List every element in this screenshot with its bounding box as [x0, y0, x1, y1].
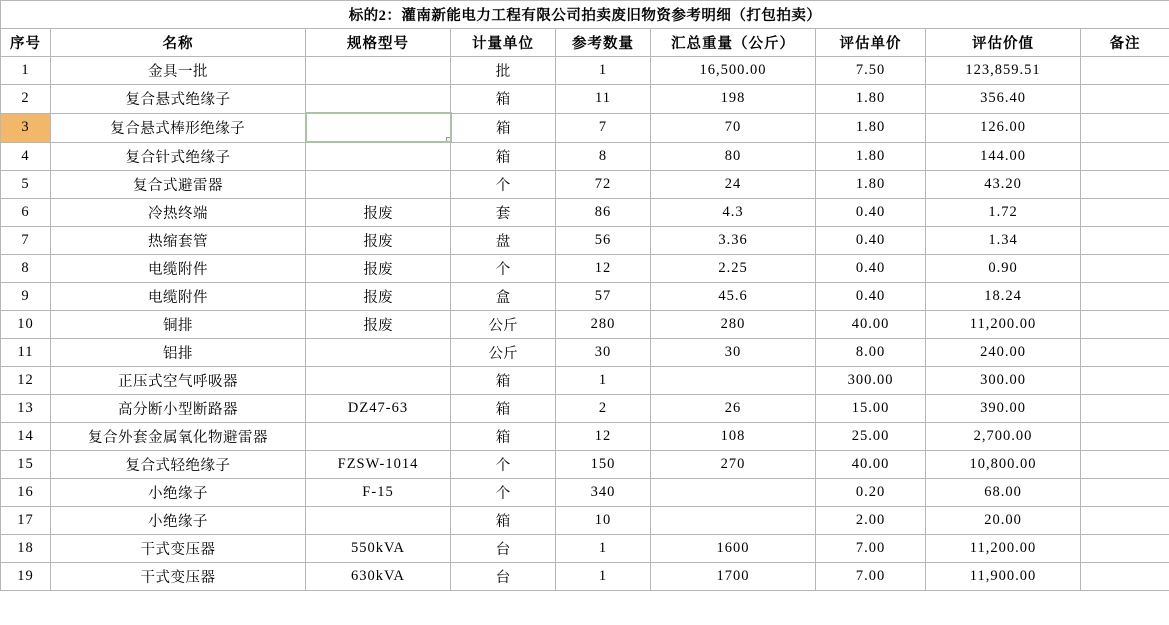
cell-remark[interactable] — [1081, 227, 1169, 255]
table-row[interactable] — [1, 339, 1169, 367]
cell-name[interactable]: 干式变压器 — [51, 563, 306, 591]
cell-no[interactable]: 3 — [1, 113, 51, 142]
cell-unit[interactable]: 箱 — [451, 507, 556, 535]
cell-qty[interactable]: 280 — [556, 311, 651, 339]
table-row[interactable] — [1, 57, 1169, 85]
cell-weight[interactable]: 80 — [651, 142, 816, 171]
table-row[interactable] — [1, 171, 1169, 199]
cell-unit[interactable]: 盒 — [451, 283, 556, 311]
cell-no[interactable]: 7 — [1, 227, 51, 255]
cell-spec[interactable]: 报废 — [306, 311, 451, 339]
cell-weight[interactable] — [651, 479, 816, 507]
cell-value[interactable]: 1.72 — [926, 199, 1081, 227]
table-header-row — [1, 29, 1169, 57]
cell-qty[interactable]: 57 — [556, 283, 651, 311]
cell-remark[interactable] — [1081, 451, 1169, 479]
cell-unit[interactable]: 箱 — [451, 423, 556, 451]
table-row[interactable] — [1, 142, 1169, 171]
cell-price[interactable]: 1.80 — [816, 113, 926, 142]
cell-value[interactable]: 0.90 — [926, 255, 1081, 283]
cell-name[interactable]: 干式变压器 — [51, 535, 306, 563]
cell-name[interactable]: 复合悬式棒形绝缘子 — [51, 113, 306, 142]
cell-qty[interactable]: 72 — [556, 171, 651, 199]
cell-no[interactable]: 16 — [1, 479, 51, 507]
cell-remark[interactable] — [1081, 311, 1169, 339]
cell-unit[interactable]: 个 — [451, 171, 556, 199]
cell-spec[interactable]: 630kVA — [306, 563, 451, 591]
cell-weight[interactable]: 30 — [651, 339, 816, 367]
cell-unit[interactable]: 台 — [451, 535, 556, 563]
cell-unit[interactable]: 公斤 — [451, 339, 556, 367]
table-body — [1, 1, 1169, 591]
cell-value[interactable]: 43.20 — [926, 171, 1081, 199]
cell-no[interactable]: 18 — [1, 535, 51, 563]
cell-value[interactable]: 18.24 — [926, 283, 1081, 311]
cell-unit[interactable]: 箱 — [451, 85, 556, 114]
cell-unit[interactable]: 盘 — [451, 227, 556, 255]
cell-spec-selected[interactable] — [306, 113, 451, 142]
cell-remark[interactable] — [1081, 507, 1169, 535]
cell-qty[interactable]: 86 — [556, 199, 651, 227]
cell-unit[interactable]: 箱 — [451, 367, 556, 395]
cell-name[interactable]: 小绝缘子 — [51, 507, 306, 535]
cell-name[interactable]: 复合式轻绝缘子 — [51, 451, 306, 479]
cell-name[interactable]: 金具一批 — [51, 57, 306, 85]
cell-spec[interactable]: 报废 — [306, 199, 451, 227]
cell-spec[interactable] — [306, 142, 451, 171]
cell-name[interactable]: 复合针式绝缘子 — [51, 142, 306, 171]
cell-no[interactable]: 13 — [1, 395, 51, 423]
cell-no[interactable]: 8 — [1, 255, 51, 283]
cell-name[interactable]: 正压式空气呼吸器 — [51, 367, 306, 395]
cell-value[interactable]: 126.00 — [926, 113, 1081, 142]
cell-remark[interactable] — [1081, 57, 1169, 85]
cell-value[interactable]: 240.00 — [926, 339, 1081, 367]
cell-qty[interactable]: 1 — [556, 367, 651, 395]
table-row[interactable] — [1, 85, 1169, 114]
cell-no[interactable]: 11 — [1, 339, 51, 367]
cell-remark[interactable] — [1081, 171, 1169, 199]
cell-no[interactable]: 19 — [1, 563, 51, 591]
table-row[interactable] — [1, 395, 1169, 423]
cell-qty[interactable]: 56 — [556, 227, 651, 255]
cell-weight[interactable] — [651, 507, 816, 535]
cell-no[interactable]: 2 — [1, 85, 51, 114]
cell-value[interactable]: 2,700.00 — [926, 423, 1081, 451]
cell-value[interactable]: 10,800.00 — [926, 451, 1081, 479]
cell-weight[interactable]: 280 — [651, 311, 816, 339]
cell-value[interactable]: 300.00 — [926, 367, 1081, 395]
cell-remark[interactable] — [1081, 339, 1169, 367]
cell-weight[interactable]: 45.6 — [651, 283, 816, 311]
cell-spec[interactable]: 550kVA — [306, 535, 451, 563]
table-row[interactable] — [1, 563, 1169, 591]
cell-qty[interactable]: 11 — [556, 85, 651, 114]
cell-name[interactable]: 电缆附件 — [51, 255, 306, 283]
table-row[interactable] — [1, 283, 1169, 311]
cell-no[interactable]: 6 — [1, 199, 51, 227]
title-row — [1, 1, 1169, 29]
cell-price[interactable]: 0.20 — [816, 479, 926, 507]
cell-qty[interactable]: 8 — [556, 142, 651, 171]
cell-weight[interactable]: 26 — [651, 395, 816, 423]
cell-name[interactable]: 小绝缘子 — [51, 479, 306, 507]
table-row[interactable] — [1, 255, 1169, 283]
cell-unit[interactable]: 个 — [451, 255, 556, 283]
table-row[interactable] — [1, 199, 1169, 227]
cell-spec[interactable] — [306, 423, 451, 451]
cell-remark[interactable] — [1081, 283, 1169, 311]
cell-weight[interactable]: 16,500.00 — [651, 57, 816, 85]
cell-weight[interactable]: 70 — [651, 113, 816, 142]
cell-weight[interactable]: 4.3 — [651, 199, 816, 227]
cell-no[interactable]: 1 — [1, 57, 51, 85]
cell-name[interactable]: 复合式避雷器 — [51, 171, 306, 199]
cell-remark[interactable] — [1081, 255, 1169, 283]
table-row[interactable] — [1, 367, 1169, 395]
cell-value[interactable]: 20.00 — [926, 507, 1081, 535]
cell-spec[interactable] — [306, 367, 451, 395]
cell-weight[interactable] — [651, 367, 816, 395]
cell-spec[interactable] — [306, 171, 451, 199]
cell-name[interactable]: 高分断小型断路器 — [51, 395, 306, 423]
cell-spec[interactable]: F-15 — [306, 479, 451, 507]
cell-name[interactable]: 电缆附件 — [51, 283, 306, 311]
cell-qty[interactable]: 10 — [556, 507, 651, 535]
cell-weight[interactable]: 198 — [651, 85, 816, 114]
cell-unit[interactable]: 箱 — [451, 113, 556, 142]
cell-remark[interactable] — [1081, 85, 1169, 114]
column-header-spec: 规格型号 — [306, 29, 451, 57]
cell-remark[interactable] — [1081, 479, 1169, 507]
cell-name[interactable]: 复合外套金属氧化物避雷器 — [51, 423, 306, 451]
cell-weight[interactable]: 108 — [651, 423, 816, 451]
cell-price[interactable]: 0.40 — [816, 199, 926, 227]
column-header-unit: 计量单位 — [451, 29, 556, 57]
cell-remark[interactable] — [1081, 563, 1169, 591]
cell-remark[interactable] — [1081, 199, 1169, 227]
column-header-remark: 备注 — [1081, 29, 1169, 57]
table-row[interactable] — [1, 113, 1169, 142]
cell-price[interactable]: 25.00 — [816, 423, 926, 451]
cell-remark[interactable] — [1081, 395, 1169, 423]
cell-price[interactable]: 40.00 — [816, 311, 926, 339]
cell-weight[interactable]: 3.36 — [651, 227, 816, 255]
table-row[interactable] — [1, 227, 1169, 255]
column-header-weight: 汇总重量（公斤） — [651, 29, 816, 57]
cell-weight[interactable]: 2.25 — [651, 255, 816, 283]
cell-price[interactable]: 40.00 — [816, 451, 926, 479]
cell-qty[interactable]: 30 — [556, 339, 651, 367]
cell-value[interactable]: 68.00 — [926, 479, 1081, 507]
cell-price[interactable]: 1.80 — [816, 142, 926, 171]
table-row[interactable] — [1, 535, 1169, 563]
cell-no[interactable]: 17 — [1, 507, 51, 535]
cell-price[interactable]: 2.00 — [816, 507, 926, 535]
cell-spec[interactable]: DZ47-63 — [306, 395, 451, 423]
cell-price[interactable]: 7.00 — [816, 535, 926, 563]
column-header-value: 评估价值 — [926, 29, 1081, 57]
cell-qty[interactable]: 12 — [556, 255, 651, 283]
cell-remark[interactable] — [1081, 367, 1169, 395]
cell-price[interactable]: 300.00 — [816, 367, 926, 395]
column-header-no: 序号 — [1, 29, 51, 57]
cell-spec[interactable]: FZSW-1014 — [306, 451, 451, 479]
cell-qty[interactable]: 7 — [556, 113, 651, 142]
cell-no[interactable]: 14 — [1, 423, 51, 451]
cell-price[interactable]: 1.80 — [816, 85, 926, 114]
cell-price[interactable]: 0.40 — [816, 227, 926, 255]
cell-spec[interactable] — [306, 57, 451, 85]
cell-unit[interactable]: 箱 — [451, 142, 556, 171]
cell-no[interactable]: 5 — [1, 171, 51, 199]
cell-value[interactable]: 11,900.00 — [926, 563, 1081, 591]
table-row[interactable] — [1, 311, 1169, 339]
column-header-qty: 参考数量 — [556, 29, 651, 57]
cell-no[interactable]: 9 — [1, 283, 51, 311]
cell-no[interactable]: 15 — [1, 451, 51, 479]
document-title: 标的2：灌南新能电力工程有限公司拍卖废旧物资参考明细（打包拍卖） — [1, 1, 1169, 29]
cell-price[interactable]: 8.00 — [816, 339, 926, 367]
table-row[interactable] — [1, 423, 1169, 451]
cell-weight[interactable]: 24 — [651, 171, 816, 199]
cell-unit[interactable]: 个 — [451, 451, 556, 479]
cell-value[interactable]: 390.00 — [926, 395, 1081, 423]
cell-name[interactable]: 冷热终端 — [51, 199, 306, 227]
column-header-name: 名称 — [51, 29, 306, 57]
cell-name[interactable]: 复合悬式绝缘子 — [51, 85, 306, 114]
cell-unit[interactable]: 批 — [451, 57, 556, 85]
cell-spec[interactable] — [306, 85, 451, 114]
cell-qty[interactable]: 150 — [556, 451, 651, 479]
table-row[interactable] — [1, 479, 1169, 507]
cell-qty[interactable]: 1 — [556, 535, 651, 563]
cell-no[interactable]: 12 — [1, 367, 51, 395]
cell-value[interactable]: 144.00 — [926, 142, 1081, 171]
cell-name[interactable]: 铝排 — [51, 339, 306, 367]
cell-price[interactable]: 7.00 — [816, 563, 926, 591]
cell-value[interactable]: 1.34 — [926, 227, 1081, 255]
cell-name[interactable]: 热缩套管 — [51, 227, 306, 255]
cell-price[interactable]: 1.80 — [816, 171, 926, 199]
cell-remark[interactable] — [1081, 423, 1169, 451]
cell-unit[interactable]: 台 — [451, 563, 556, 591]
cell-spec[interactable]: 报废 — [306, 255, 451, 283]
cell-spec[interactable] — [306, 339, 451, 367]
cell-value[interactable]: 356.40 — [926, 85, 1081, 114]
cell-price[interactable]: 7.50 — [816, 57, 926, 85]
cell-no[interactable]: 4 — [1, 142, 51, 171]
cell-unit[interactable]: 公斤 — [451, 311, 556, 339]
cell-remark[interactable] — [1081, 535, 1169, 563]
cell-name[interactable]: 铜排 — [51, 311, 306, 339]
cell-spec[interactable]: 报废 — [306, 227, 451, 255]
cell-weight[interactable]: 1600 — [651, 535, 816, 563]
cell-weight[interactable]: 270 — [651, 451, 816, 479]
column-header-price: 评估单价 — [816, 29, 926, 57]
cell-weight[interactable]: 1700 — [651, 563, 816, 591]
cell-qty[interactable]: 1 — [556, 563, 651, 591]
cell-price[interactable]: 0.40 — [816, 283, 926, 311]
cell-unit[interactable]: 个 — [451, 479, 556, 507]
cell-unit[interactable]: 套 — [451, 199, 556, 227]
cell-value[interactable]: 11,200.00 — [926, 535, 1081, 563]
cell-no[interactable]: 10 — [1, 311, 51, 339]
table-row[interactable] — [1, 507, 1169, 535]
cell-spec[interactable]: 报废 — [306, 283, 451, 311]
cell-remark[interactable] — [1081, 142, 1169, 171]
table-row[interactable] — [1, 451, 1169, 479]
cell-qty[interactable]: 2 — [556, 395, 651, 423]
cell-qty[interactable]: 1 — [556, 57, 651, 85]
cell-remark[interactable] — [1081, 113, 1169, 142]
cell-spec[interactable] — [306, 507, 451, 535]
cell-unit[interactable]: 箱 — [451, 395, 556, 423]
cell-value[interactable]: 11,200.00 — [926, 311, 1081, 339]
cell-qty[interactable]: 340 — [556, 479, 651, 507]
cell-price[interactable]: 0.40 — [816, 255, 926, 283]
cell-price[interactable]: 15.00 — [816, 395, 926, 423]
cell-qty[interactable]: 12 — [556, 423, 651, 451]
cell-value[interactable]: 123,859.51 — [926, 57, 1081, 85]
